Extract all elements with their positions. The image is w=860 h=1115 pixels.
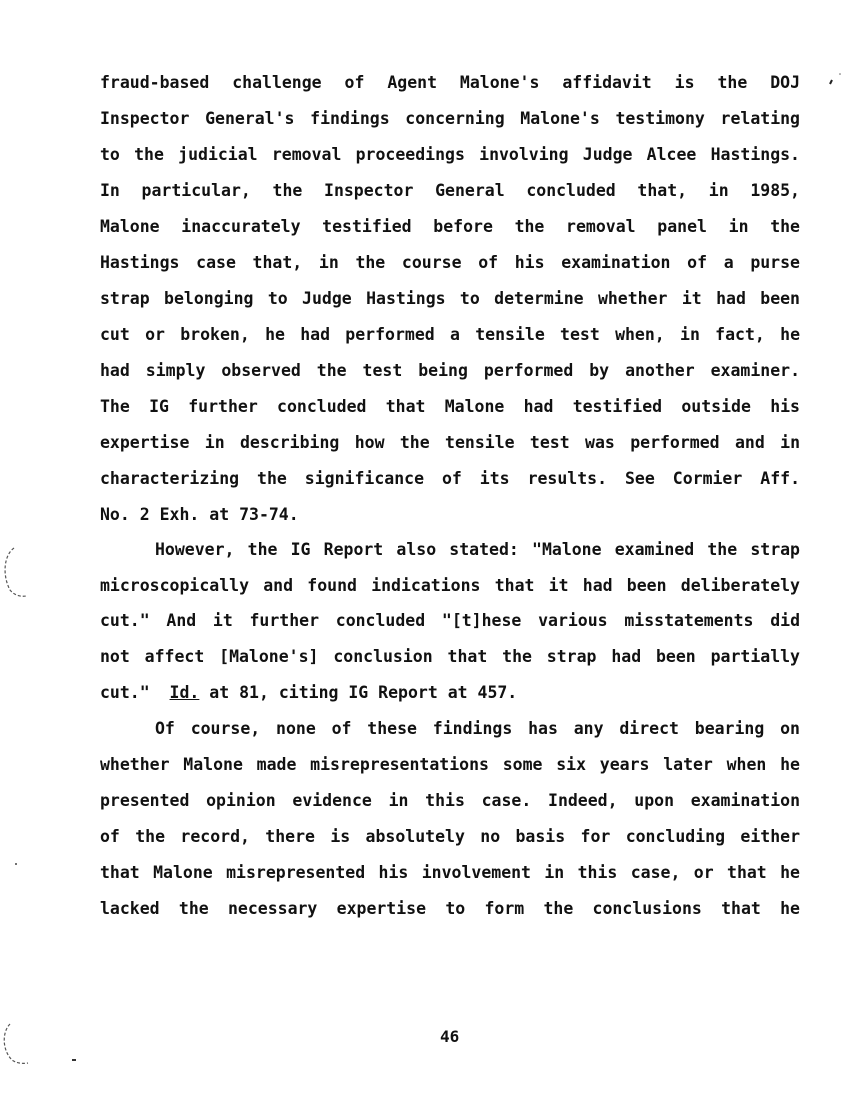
text-line: expertise in describing how the tensile test was performed and in [100, 433, 800, 452]
text-line: fraud-based challenge of Agent Malone's affidavit is the DOJ [100, 73, 800, 92]
citation-prefix: cut." [100, 683, 170, 702]
citation-suffix: at 81, citing IG Report at 457. [199, 683, 518, 702]
scan-speck [12, 860, 20, 868]
text-line: However, the IG Report also stated: "Malone examined the strap [155, 540, 800, 559]
text-line: characterizing the significance of its results. See Cormier Aff. [100, 469, 800, 488]
text-line: presented opinion evidence in this case. Indeed, upon examination [100, 791, 800, 810]
text-line: cut." And it further concluded "[t]hese various misstatements did [100, 611, 800, 630]
text-line: The IG further concluded that Malone had testified outside his [100, 397, 800, 416]
binder-hole-mark-lower [0, 1022, 30, 1067]
text-line: lacked the necessary expertise to form the conclusions that he [100, 899, 800, 918]
page-number: 46 [440, 1027, 460, 1046]
text-line: that Malone misrepresented his involvement in this case, or that he [100, 863, 800, 882]
text-line: Of course, none of these findings has any direct bearing on [155, 719, 800, 738]
text-line: cut or broken, he had performed a tensile test when, in fact, he [100, 325, 800, 344]
id-citation: Id. [169, 683, 200, 702]
text-line: strap belonging to Judge Hastings to determine whether it had been [100, 289, 800, 308]
text-line: In particular, the Inspector General concluded that, in 1985, [100, 181, 800, 200]
text-line: Hastings case that, in the course of his examination of a purse [100, 253, 800, 272]
text-line: of the record, there is absolutely no basis for concluding either [100, 827, 800, 846]
text-line: had simply observed the test being performed by another examiner. [100, 361, 800, 380]
text-line: microscopically and found indications that it had been deliberately [100, 576, 800, 595]
text-line: Inspector General's findings concerning Malone's testimony relating [100, 109, 800, 128]
text-line: Malone inaccurately testified before the removal panel in the [100, 217, 800, 236]
text-line: not affect [Malone's] conclusion that the strap had been partially [100, 647, 800, 666]
scan-speck [70, 1055, 80, 1065]
binder-hole-mark-upper [0, 545, 30, 600]
text-line-with-citation [100, 683, 800, 703]
scan-speck [826, 70, 846, 90]
text-line: No. 2 Exh. at 73-74. [100, 505, 299, 524]
text-line: whether Malone made misrepresentations some six years later when he [100, 755, 800, 774]
text-line: to the judicial removal proceedings involving Judge Alcee Hastings. [100, 145, 800, 164]
